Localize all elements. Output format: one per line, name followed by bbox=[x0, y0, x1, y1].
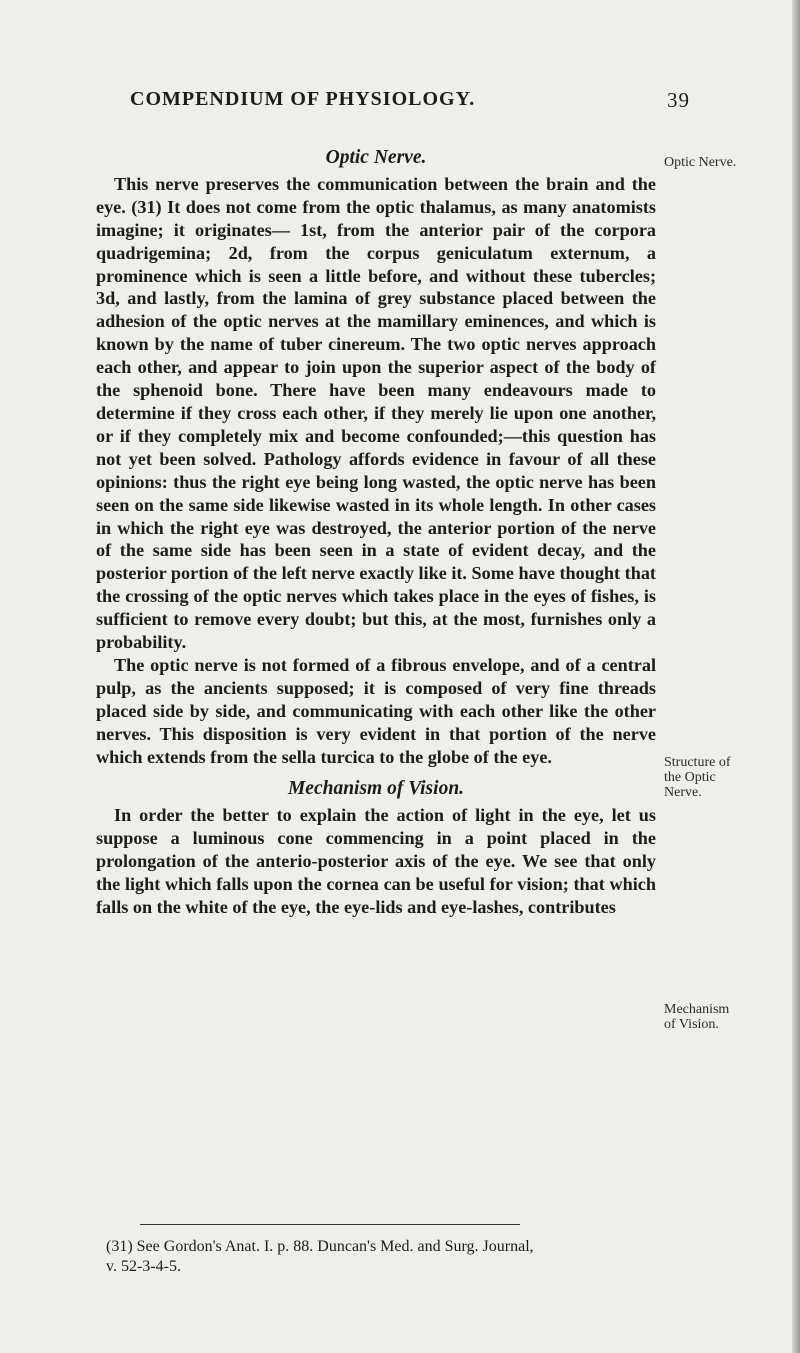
footnote-rule bbox=[140, 1224, 520, 1225]
paragraph-optic-nerve-origin: This nerve preserves the communication between the brain and the eye. (31) It does not come from the optic thalamus, as many anatomists imagine; it originates— 1st, from the anterior pair of the corpora quadrigemina; 2d, from the corpus geniculatum externum, a prominence which is seen a little before, and without these tubercles; 3d, and lastly, from the lamina of grey substance placed between the adhesion of the optic nerves at the mamillary eminences, and which is known by the name of tuber cinereum. The two optic nerves approach each other, and appear to join upon the superior aspect of the body of the sphenoid bone. There have been many endeavours made to determine if they cross each other, if they merely lie upon one another, or if they completely mix and become confounded;—this question has not yet been solved. Pathology affords evidence in favour of all these opinions: thus the right eye being long wasted, the optic nerve has been seen on the same side likewise wasted in its whole length. In other cases in which the right eye was destroyed, the anterior portion of the nerve of the same side has been seen in a state of evident decay, and the posterior portion of the left nerve exactly like it. Some have thought that the crossing of the optic nerves which takes place in the eyes of fishes, is sufficient to remove every doubt; but this, at the most, furnishes only a probability. bbox=[96, 173, 656, 653]
margin-note-structure: Structure of the Optic Nerve. bbox=[664, 755, 731, 800]
section-heading-mechanism-of-vision: Mechanism of Vision. bbox=[287, 778, 465, 800]
footnote bbox=[106, 1237, 666, 1277]
page-number: 39 bbox=[667, 88, 690, 112]
page-body bbox=[96, 147, 656, 919]
running-title: COMPENDIUM OF PHYSIOLOGY. bbox=[130, 88, 476, 110]
footnote-line-2: v. 52-3-4-5. bbox=[106, 1258, 181, 1275]
margin-note-mechanism: Mechanism of Vision. bbox=[664, 1002, 730, 1032]
margin-note-optic-nerve: Optic Nerve. bbox=[664, 155, 737, 170]
paragraph-mechanism-of-vision: In order the better to explain the action of light in the eye, let us suppose a luminous cone commencing in a point placed in the prolongation of the anterio-posterior axis of the eye. We see that only the light which falls upon the cornea can be useful for vision; that which falls on the white of the eye, the eye-lids and eye-lashes, contributes bbox=[96, 805, 656, 917]
footnote-line-1: (31) See Gordon's Anat. I. p. 88. Duncan's Med. and Surg. Journal, bbox=[106, 1238, 534, 1255]
section-heading-optic-nerve: Optic Nerve. bbox=[325, 147, 427, 168]
paragraph-optic-nerve-structure: The optic nerve is not formed of a fibrous envelope, and of a central pulp, as the ancients supposed; it is composed of very fine threads placed side by side, and communicating with each other like the other nerves. This disposition is very evident in that portion of the nerve which extends from the sella turcica to the globe of the eye. bbox=[96, 654, 656, 767]
page-edge-shadow bbox=[792, 0, 800, 1353]
page-header bbox=[130, 88, 690, 118]
